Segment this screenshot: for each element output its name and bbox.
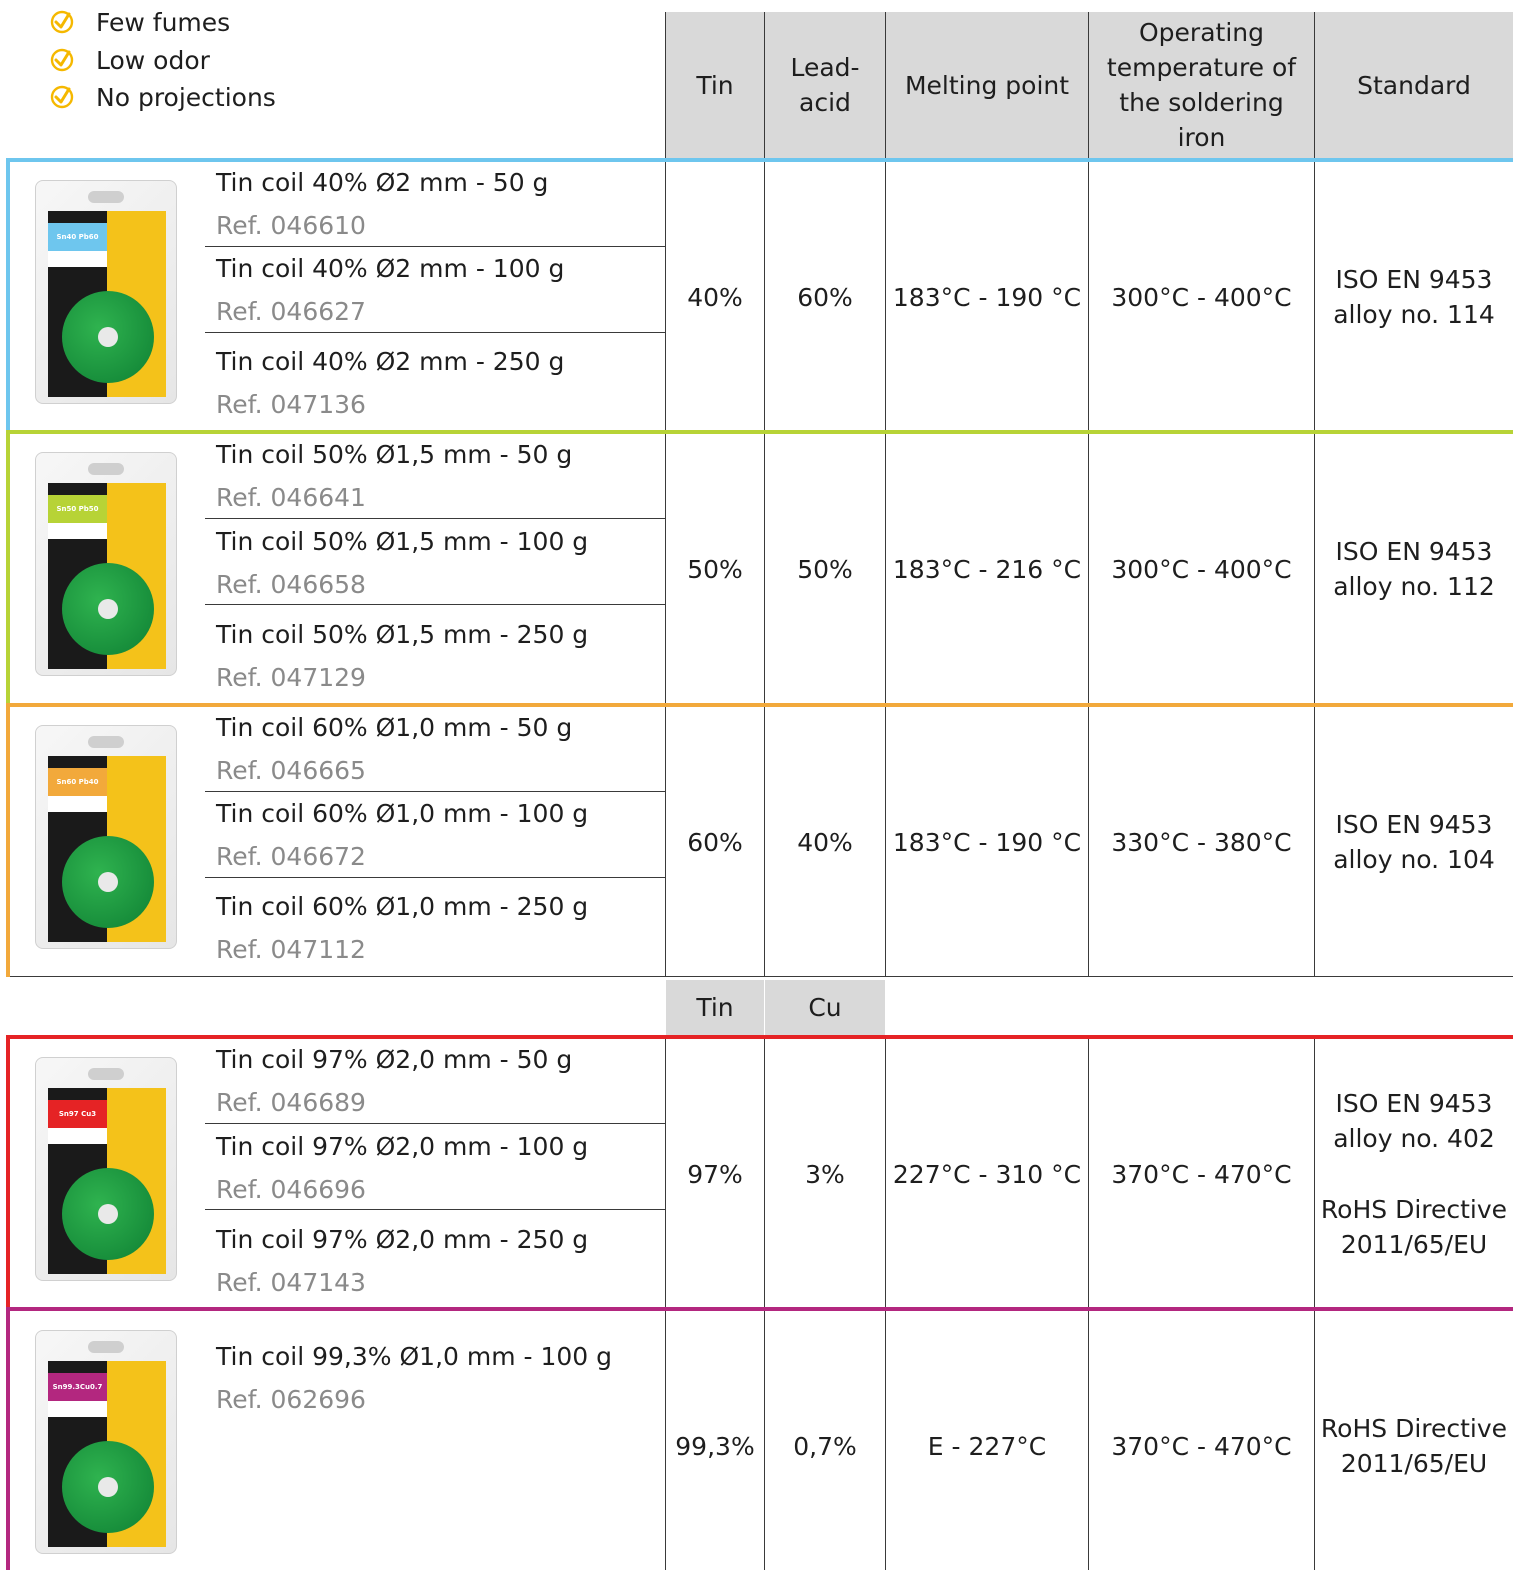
product-ref: Ref. 046658 — [216, 570, 366, 599]
product-name: Tin coil 60% Ø1,0 mm - 50 g — [216, 713, 573, 742]
row-divider — [205, 332, 665, 333]
product-name: Tin coil 97% Ø2,0 mm - 50 g — [216, 1045, 573, 1074]
cell-operating: 370°C - 470°C — [1111, 1431, 1292, 1461]
group-frame-orange-left — [6, 703, 10, 977]
cell-standard: ISO EN 9453 alloy no. 402 RoHS Directive 2011/65/EU — [1320, 1089, 1508, 1259]
feature-few-fumes — [50, 4, 230, 40]
cell-cu: 3% — [805, 1159, 845, 1189]
product-ref: Ref. 046610 — [216, 211, 366, 240]
cell-operating: 330°C - 380°C — [1111, 827, 1292, 857]
product-name: Tin coil 97% Ø2,0 mm - 100 g — [216, 1132, 589, 1161]
product-package-image: Sn40 Pb60 — [35, 180, 177, 404]
product-ref: Ref. 047112 — [216, 935, 366, 964]
cell-melting: 183°C - 190 °C — [892, 827, 1082, 857]
row-divider — [205, 518, 665, 519]
feature-label: Low odor — [96, 45, 210, 75]
header2-cu: Cu — [765, 980, 885, 1035]
product-name: Tin coil 50% Ø1,5 mm - 100 g — [216, 527, 589, 556]
check-circle-icon — [50, 10, 74, 34]
header-tin: Tin — [666, 12, 764, 158]
header-lead: Lead- acid — [765, 12, 885, 158]
cell-tin: 50% — [687, 554, 743, 584]
cell-lead: 50% — [797, 554, 853, 584]
row-divider — [205, 877, 665, 878]
cell-tin: 97% — [687, 1159, 743, 1189]
check-circle-icon — [50, 48, 74, 72]
cell-operating: 300°C - 400°C — [1111, 554, 1292, 584]
check-circle-icon — [50, 85, 74, 109]
cell-operating: 300°C - 400°C — [1111, 282, 1292, 312]
cell-melting: 227°C - 310 °C — [892, 1159, 1082, 1189]
row-divider — [205, 604, 665, 605]
product-name: Tin coil 40% Ø2 mm - 100 g — [216, 254, 565, 283]
product-name: Tin coil 50% Ø1,5 mm - 50 g — [216, 440, 573, 469]
product-name: Tin coil 40% Ø2 mm - 250 g — [216, 347, 565, 376]
product-ref: Ref. 046696 — [216, 1175, 366, 1204]
row-divider — [205, 1209, 665, 1210]
header2-tin: Tin — [666, 980, 764, 1035]
product-ref: Ref. 047129 — [216, 663, 366, 692]
product-ref: Ref. 046641 — [216, 483, 366, 512]
product-ref: Ref. 046689 — [216, 1088, 366, 1117]
feature-low-odor — [50, 42, 210, 78]
cell-tin: 60% — [687, 827, 743, 857]
cell-operating: 370°C - 470°C — [1111, 1159, 1292, 1189]
cell-cu: 0,7% — [793, 1431, 857, 1461]
product-package-image: Sn50 Pb50 — [35, 452, 177, 676]
cell-melting: 183°C - 190 °C — [892, 282, 1082, 312]
header-melting-point: Melting point — [886, 12, 1088, 158]
product-name: Tin coil 40% Ø2 mm - 50 g — [216, 168, 549, 197]
group-frame-green-left — [6, 430, 10, 704]
feature-label: No projections — [96, 82, 276, 112]
cell-tin: 99,3% — [675, 1431, 755, 1461]
group-frame-purple-left — [6, 1307, 10, 1570]
product-ref: Ref. 062696 — [216, 1385, 366, 1414]
cell-lead: 60% — [797, 282, 853, 312]
product-ref: Ref. 047143 — [216, 1268, 366, 1297]
product-package-image: Sn99.3Cu0.7 — [35, 1330, 177, 1554]
cell-standard: ISO EN 9453 alloy no. 114 — [1333, 265, 1495, 329]
group-frame-red-left — [6, 1035, 10, 1309]
product-ref: Ref. 046672 — [216, 842, 366, 871]
cell-standard: RoHS Directive 2011/65/EU — [1320, 1414, 1508, 1478]
header-standard: Standard — [1315, 12, 1513, 158]
product-ref: Ref. 047136 — [216, 390, 366, 419]
group-frame-blue-left — [6, 158, 10, 432]
product-name: Tin coil 50% Ø1,5 mm - 250 g — [216, 620, 589, 649]
product-package-image: Sn97 Cu3 — [35, 1057, 177, 1281]
feature-label: Few fumes — [96, 7, 231, 37]
feature-no-projections — [50, 79, 276, 115]
product-ref: Ref. 046665 — [216, 756, 366, 785]
product-name: Tin coil 99,3% Ø1,0 mm - 100 g — [216, 1342, 613, 1371]
header-operating-temperature: Operating temperature of the soldering iron — [1089, 12, 1314, 158]
cell-melting: 183°C - 216 °C — [892, 554, 1082, 584]
cell-melting: E - 227°C — [927, 1431, 1047, 1461]
product-name: Tin coil 97% Ø2,0 mm - 250 g — [216, 1225, 589, 1254]
cell-standard: ISO EN 9453 alloy no. 104 — [1333, 810, 1495, 874]
product-ref: Ref. 046627 — [216, 297, 366, 326]
cell-tin: 40% — [687, 282, 743, 312]
product-name: Tin coil 60% Ø1,0 mm - 100 g — [216, 799, 589, 828]
cell-lead: 40% — [797, 827, 853, 857]
product-package-image: Sn60 Pb40 — [35, 725, 177, 949]
row-divider — [205, 1123, 665, 1124]
cell-standard: ISO EN 9453 alloy no. 112 — [1333, 537, 1495, 601]
row-divider — [205, 791, 665, 792]
product-name: Tin coil 60% Ø1,0 mm - 250 g — [216, 892, 589, 921]
row-divider — [205, 246, 665, 247]
